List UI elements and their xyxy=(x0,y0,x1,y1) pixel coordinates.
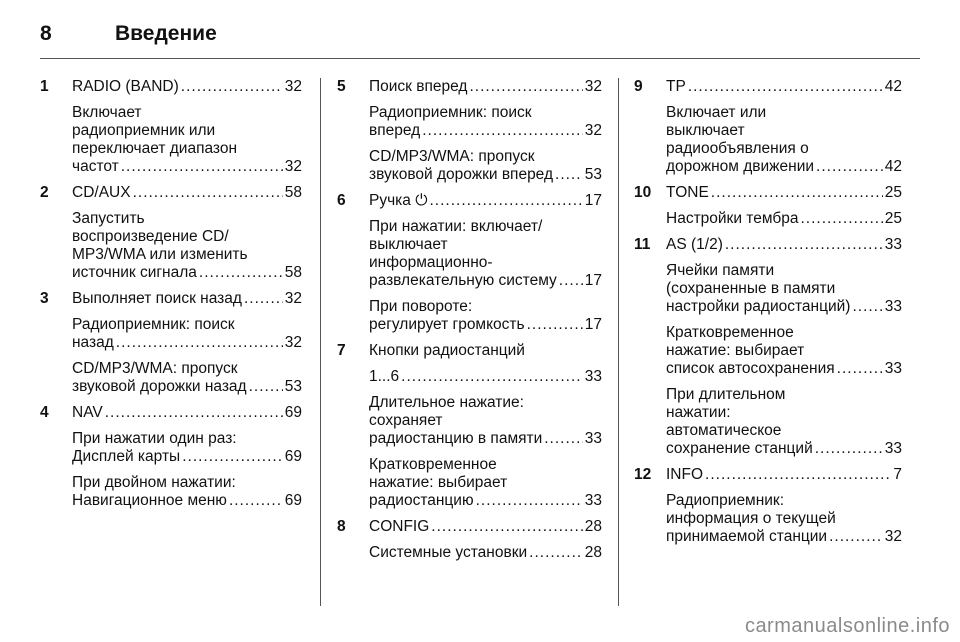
entry-heading xyxy=(666,184,902,202)
sub-entry-line xyxy=(369,236,602,254)
sub-entry-text: Радиоприемник: xyxy=(666,492,785,509)
entry-label: AS (1/2) xyxy=(666,236,723,253)
page-ref: 17 xyxy=(584,192,602,209)
sub-entry-line xyxy=(72,210,302,228)
entry-label: NAV xyxy=(72,404,103,421)
page-ref: 32 xyxy=(584,122,602,139)
page-ref: 17 xyxy=(584,316,602,333)
dot-leader xyxy=(121,158,283,176)
sub-entry xyxy=(72,104,302,176)
entry-number: 7 xyxy=(337,342,346,359)
column-divider xyxy=(320,78,321,606)
sub-entry xyxy=(666,386,902,458)
entry-label: Поиск вперед xyxy=(369,78,468,95)
sub-entry-text: Настройки тембра xyxy=(666,210,799,227)
page-ref: 53 xyxy=(284,378,302,395)
sub-entry xyxy=(666,324,902,378)
page-ref: 33 xyxy=(584,492,602,509)
entry-heading xyxy=(666,466,902,484)
entry-label: INFO xyxy=(666,466,704,483)
sub-entry-line xyxy=(72,492,302,510)
sub-entry-text: нажатие: выбирает xyxy=(369,474,508,491)
watermark: carmanualsonline.info xyxy=(744,615,950,637)
sub-entry-line xyxy=(369,412,602,430)
index-entry xyxy=(634,78,902,176)
sub-entry-line xyxy=(666,492,902,510)
header-divider xyxy=(40,58,920,59)
sub-entry-line xyxy=(666,422,902,440)
page-ref: 32 xyxy=(284,290,302,307)
sub-entry-text: сохранение станций xyxy=(666,440,813,457)
sub-entry-line xyxy=(369,166,602,184)
dot-leader xyxy=(852,298,882,316)
sub-entry-line xyxy=(666,210,902,228)
dot-leader xyxy=(815,440,883,458)
dot-leader xyxy=(544,430,583,448)
dot-leader xyxy=(829,528,883,546)
sub-entry xyxy=(72,360,302,396)
sub-entry-line xyxy=(72,104,302,122)
entry-label: CONFIG xyxy=(369,518,430,535)
sub-entry-text: звуковой дорожки назад xyxy=(72,378,247,395)
sub-entry-line xyxy=(369,544,602,562)
entry-heading xyxy=(72,404,302,422)
sub-entry-line xyxy=(369,316,602,334)
sub-entry-line xyxy=(72,316,302,334)
sub-entry-line xyxy=(369,298,602,316)
sub-entry-line xyxy=(72,264,302,282)
sub-entry-line xyxy=(369,148,602,166)
sub-entry xyxy=(369,148,602,184)
page-ref: 33 xyxy=(884,440,902,457)
sub-entry-text: Радиоприемник: поиск xyxy=(369,104,532,121)
entry-number: 9 xyxy=(634,78,643,95)
sub-entry-line xyxy=(369,122,602,140)
page-ref: 32 xyxy=(284,334,302,351)
index-entry xyxy=(40,404,302,510)
entry-label: CD/AUX xyxy=(72,184,131,201)
page-header xyxy=(40,14,217,54)
sub-entry-line xyxy=(72,122,302,140)
sub-entry-text: регулирует громкость xyxy=(369,316,525,333)
dot-leader xyxy=(199,264,283,282)
page-ref: 32 xyxy=(284,78,302,95)
entry-number: 10 xyxy=(634,184,652,201)
sub-entry-text: выключает xyxy=(369,236,448,253)
page-ref: 33 xyxy=(884,298,902,315)
sub-entry xyxy=(369,456,602,510)
sub-entry xyxy=(72,430,302,466)
dot-leader xyxy=(105,404,283,422)
page-ref: 42 xyxy=(884,78,902,95)
sub-entry-text: 1...6 xyxy=(369,368,400,385)
dot-leader xyxy=(133,184,283,202)
sub-entry-text: При двойном нажатии: xyxy=(72,474,236,491)
sub-entry-text: дорожном движении xyxy=(666,158,815,175)
sub-entry-text: радиостанцию в памяти xyxy=(369,430,543,447)
entry-heading xyxy=(72,290,302,308)
entry-label: TP xyxy=(666,78,686,95)
sub-entry-line xyxy=(72,158,302,176)
sub-entry-text: (сохраненные в памяти xyxy=(666,280,836,297)
page-title: Введение xyxy=(115,22,217,45)
page-ref: 58 xyxy=(284,264,302,281)
sub-entry-text: Запустить xyxy=(72,210,145,227)
dot-leader xyxy=(725,236,883,254)
sub-entry-text: информация о текущей xyxy=(666,510,836,527)
sub-entry-line xyxy=(666,158,902,176)
dot-leader xyxy=(837,360,883,378)
sub-entry xyxy=(666,492,902,546)
dot-leader xyxy=(476,492,583,510)
sub-entry-text: переключает диапазон xyxy=(72,140,238,157)
sub-entry-line xyxy=(666,140,902,158)
entry-number: 12 xyxy=(634,466,652,483)
entry-heading xyxy=(369,192,602,210)
index-entry xyxy=(40,184,302,282)
entry-label: Выполняет поиск назад xyxy=(72,290,242,307)
sub-entry xyxy=(72,474,302,510)
entry-heading xyxy=(369,518,602,536)
sub-entry-line xyxy=(369,272,602,290)
sub-entry-line xyxy=(72,228,302,246)
sub-entry xyxy=(666,210,902,228)
page-ref: 25 xyxy=(884,184,902,201)
sub-entry-line xyxy=(369,218,602,236)
index-entry xyxy=(634,466,902,546)
dot-leader xyxy=(229,492,283,510)
index-column-2 xyxy=(337,78,602,570)
sub-entry-line xyxy=(666,298,902,316)
sub-entry-line xyxy=(369,254,602,272)
index-entry xyxy=(634,236,902,458)
sub-entry-text: вперед xyxy=(369,122,421,139)
sub-entry-text: Дисплей карты xyxy=(72,448,181,465)
sub-entry xyxy=(72,316,302,352)
sub-entry-text: При нажатии: включает/ xyxy=(369,218,543,235)
sub-entry-text: сохраняет xyxy=(369,412,443,429)
page-ref: 69 xyxy=(284,492,302,509)
entry-heading xyxy=(369,78,602,96)
sub-entry-line xyxy=(666,280,902,298)
page-ref: 33 xyxy=(584,430,602,447)
page-ref: 7 xyxy=(893,466,902,483)
entry-heading xyxy=(666,78,902,96)
entry-number: 11 xyxy=(634,236,651,253)
sub-entry-line xyxy=(369,456,602,474)
sub-entry-line xyxy=(72,246,302,264)
sub-entry-line xyxy=(72,448,302,466)
sub-entry-text: Включает или xyxy=(666,104,767,121)
dot-leader xyxy=(688,78,883,96)
index-entry xyxy=(337,518,602,562)
sub-entry-line xyxy=(72,360,302,378)
sub-entry-text: Включает xyxy=(72,104,142,121)
sub-entry-text: радиоприемник или xyxy=(72,122,216,139)
dot-leader xyxy=(559,272,583,290)
page-ref: 32 xyxy=(284,158,302,175)
dot-leader xyxy=(555,166,583,184)
page-ref: 25 xyxy=(884,210,902,227)
sub-entry-line xyxy=(72,378,302,396)
sub-entry-line xyxy=(369,394,602,412)
page-ref: 32 xyxy=(884,528,902,545)
sub-entry-line xyxy=(369,492,602,510)
dot-leader xyxy=(422,122,583,140)
sub-entry xyxy=(369,544,602,562)
sub-entry-text: радиообъявления о xyxy=(666,140,809,157)
sub-entry-line xyxy=(369,430,602,448)
index-column-1 xyxy=(40,78,302,518)
sub-entry-text: информационно- xyxy=(369,254,493,271)
sub-entry-text: Радиоприемник: поиск xyxy=(72,316,235,333)
sub-entry-line xyxy=(369,368,602,386)
sub-entry-text: автоматическое xyxy=(666,422,782,439)
entry-heading xyxy=(369,342,602,360)
entry-number: 5 xyxy=(337,78,346,95)
sub-entry-text: Навигационное меню xyxy=(72,492,227,509)
sub-entry-text: развлекательную систему xyxy=(369,272,557,289)
dot-leader xyxy=(181,78,283,96)
sub-entry-text: MP3/WMA или изменить xyxy=(72,246,248,263)
sub-entry-text: выключает xyxy=(666,122,745,139)
sub-entry-line xyxy=(666,342,902,360)
sub-entry-text: При нажатии один раз: xyxy=(72,430,237,447)
sub-entry xyxy=(369,394,602,448)
dot-leader xyxy=(529,544,583,562)
sub-entry xyxy=(72,210,302,282)
dot-leader xyxy=(711,184,883,202)
index-entry xyxy=(337,78,602,184)
index-entry xyxy=(337,342,602,510)
sub-entry-line xyxy=(72,140,302,158)
sub-entry-text: При повороте: xyxy=(369,298,473,315)
entry-number: 6 xyxy=(337,192,346,209)
sub-entry-line xyxy=(666,528,902,546)
page-ref: 69 xyxy=(284,404,302,421)
dot-leader xyxy=(429,192,582,210)
page-ref: 32 xyxy=(584,78,602,95)
page-ref: 33 xyxy=(584,368,602,385)
sub-entry-line xyxy=(666,510,902,528)
dot-leader xyxy=(182,448,283,466)
sub-entry-text: CD/MP3/WMA: пропуск xyxy=(72,360,238,377)
sub-entry xyxy=(369,298,602,334)
sub-entry-text: назад xyxy=(72,334,114,351)
sub-entry-line xyxy=(666,404,902,422)
sub-entry-line xyxy=(666,122,902,140)
sub-entry-text: При длительном xyxy=(666,386,786,403)
dot-leader xyxy=(249,378,283,396)
sub-entry-text: Ячейки памяти xyxy=(666,262,775,279)
page-ref: 28 xyxy=(584,544,602,561)
sub-entry xyxy=(666,262,902,316)
sub-entry-text: Кратковременное xyxy=(666,324,794,341)
entry-label: RADIO (BAND) xyxy=(72,78,179,95)
sub-entry-line xyxy=(72,430,302,448)
column-divider xyxy=(618,78,619,606)
page-ref: 58 xyxy=(284,184,302,201)
sub-entry-line xyxy=(666,386,902,404)
sub-entry-text: воспроизведение CD/ xyxy=(72,228,229,245)
entry-number: 3 xyxy=(40,290,49,307)
sub-entry-text: радиостанцию xyxy=(369,492,474,509)
index-entry xyxy=(337,192,602,334)
entry-number: 1 xyxy=(40,78,49,95)
page-number: 8 xyxy=(40,22,52,45)
page-ref: 42 xyxy=(884,158,902,175)
dot-leader xyxy=(244,290,283,308)
index-entry xyxy=(40,78,302,176)
dot-leader xyxy=(401,368,583,386)
entry-label: Кнопки радиостанций xyxy=(369,342,525,359)
entry-number: 4 xyxy=(40,404,49,421)
sub-entry-line xyxy=(369,474,602,492)
page-ref: 33 xyxy=(884,236,902,253)
index-entry xyxy=(40,290,302,396)
entry-number: 8 xyxy=(337,518,346,535)
sub-entry-text: Кратковременное xyxy=(369,456,497,473)
sub-entry-line xyxy=(666,104,902,122)
sub-entry xyxy=(369,218,602,290)
sub-entry-line xyxy=(666,440,902,458)
dot-leader xyxy=(469,78,582,96)
sub-entry-line xyxy=(72,474,302,492)
entry-number: 2 xyxy=(40,184,49,201)
dot-leader xyxy=(527,316,583,334)
entry-label: TONE xyxy=(666,184,709,201)
dot-leader xyxy=(816,158,883,176)
dot-leader xyxy=(431,518,582,536)
page-ref: 28 xyxy=(584,518,602,535)
sub-entry-text: список автосохранения xyxy=(666,360,835,377)
page-ref: 33 xyxy=(884,360,902,377)
page-ref: 17 xyxy=(584,272,602,289)
sub-entry-text: частот xyxy=(72,158,119,175)
sub-entry-text: CD/MP3/WMA: пропуск xyxy=(369,148,535,165)
sub-entry-text: Длительное нажатие: xyxy=(369,394,524,411)
sub-entry-line xyxy=(666,360,902,378)
sub-entry xyxy=(666,104,902,176)
page-ref: 53 xyxy=(584,166,602,183)
sub-entry-line xyxy=(369,104,602,122)
sub-entry-text: принимаемой станции xyxy=(666,528,828,545)
sub-entry-line xyxy=(666,262,902,280)
dot-leader xyxy=(705,466,891,484)
sub-entry-text: нажатие: выбирает xyxy=(666,342,805,359)
page-ref: 69 xyxy=(284,448,302,465)
sub-entry-text: настройки радиостанций) xyxy=(666,298,851,315)
dot-leader xyxy=(116,334,283,352)
dot-leader xyxy=(800,210,882,228)
entry-label: Ручка ⏻ xyxy=(369,192,428,209)
sub-entry xyxy=(369,104,602,140)
entry-heading xyxy=(72,184,302,202)
sub-entry xyxy=(369,368,602,386)
entry-heading xyxy=(72,78,302,96)
sub-entry-text: нажатии: xyxy=(666,404,731,421)
index-entry xyxy=(634,184,902,228)
index-column-3 xyxy=(634,78,902,554)
sub-entry-line xyxy=(72,334,302,352)
sub-entry-text: Системные установки xyxy=(369,544,528,561)
entry-heading xyxy=(666,236,902,254)
sub-entry-text: источник сигнала xyxy=(72,264,197,281)
sub-entry-line xyxy=(666,324,902,342)
sub-entry-text: звуковой дорожки вперед xyxy=(369,166,554,183)
